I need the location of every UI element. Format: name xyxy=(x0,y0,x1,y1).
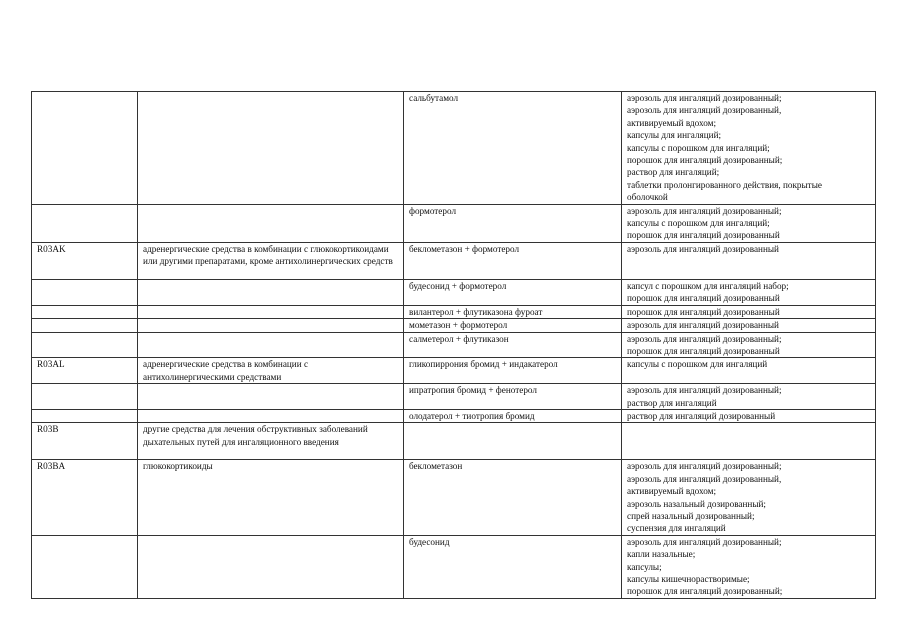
dosage-form-line: аэрозоль для ингаляций дозированный; xyxy=(627,536,782,547)
drug-name-cell: будесонид + формотерол xyxy=(404,279,622,305)
dosage-form-line: спрей назальный дозированный; xyxy=(627,510,755,521)
drug-name-cell xyxy=(404,423,622,460)
dosage-form-line: суспензия для ингаляций xyxy=(627,523,726,534)
table-row xyxy=(32,92,876,205)
dosage-form-line: таблетки пролонгированного действия, покрытые xyxy=(627,179,822,190)
atc-code-cell xyxy=(32,279,138,305)
dosage-forms-cell xyxy=(622,242,876,279)
pharmacological-group-cell: адренергические средства в комбинации с глюкокортикоидами или другими препаратами, кроме антихолинергических средств xyxy=(138,242,404,279)
dosage-form-line: активируемый вдохом; xyxy=(627,117,717,128)
dosage-form-line: аэрозоль для ингаляций дозированный xyxy=(627,320,779,331)
table-row xyxy=(32,332,876,358)
atc-code-cell: R03B xyxy=(32,423,138,460)
pharmacological-group-cell xyxy=(138,92,404,205)
table-row xyxy=(32,279,876,305)
dosage-forms-cell xyxy=(622,460,876,535)
table-row xyxy=(32,535,876,598)
table-body xyxy=(32,92,876,599)
table-row xyxy=(32,204,876,242)
pharmacological-group-cell xyxy=(138,384,404,410)
drug-name-cell: беклометазон xyxy=(404,460,622,535)
pharmacological-group-cell xyxy=(138,535,404,598)
drug-name-cell: формотерол xyxy=(404,204,622,242)
atc-code-cell xyxy=(32,319,138,332)
dosage-form-line: аэрозоль для ингаляций дозированный; xyxy=(627,93,782,103)
atc-code-cell xyxy=(32,535,138,598)
dosage-forms-cell xyxy=(622,384,876,410)
dosage-form-line: аэрозоль для ингаляций дозированный; xyxy=(627,385,782,396)
table-row xyxy=(32,423,876,460)
atc-code-cell xyxy=(32,204,138,242)
drug-name-cell: сальбутамол xyxy=(404,92,622,205)
dosage-form-line: капсулы с порошком для ингаляций xyxy=(627,359,768,370)
atc-code-cell: R03AL xyxy=(32,358,138,384)
dosage-form-line: аэрозоль для ингаляций дозированный, xyxy=(627,105,782,116)
dosage-form-line: порошок для ингаляций дозированный xyxy=(627,345,780,356)
dosage-form-line: капсулы; xyxy=(627,561,662,572)
dosage-form-line: аэрозоль для ингаляций дозированный; xyxy=(627,333,782,344)
atc-code-cell xyxy=(32,305,138,318)
dosage-form-line: раствор для ингаляций дозированный xyxy=(627,410,776,421)
atc-code-cell xyxy=(32,409,138,422)
table-row xyxy=(32,460,876,535)
drug-name-cell: беклометазон + формотерол xyxy=(404,242,622,279)
drug-classification-table xyxy=(31,91,876,599)
atc-code-cell xyxy=(32,332,138,358)
table-row xyxy=(32,409,876,422)
table-row xyxy=(32,358,876,384)
dosage-forms-cell xyxy=(622,423,876,460)
dosage-form-line: капли назальные; xyxy=(627,549,696,560)
dosage-form-line: капсулы с порошком для ингаляций; xyxy=(627,218,770,229)
pharmacological-group-cell xyxy=(138,319,404,332)
pharmacological-group-cell xyxy=(138,409,404,422)
atc-code-cell xyxy=(32,92,138,205)
drug-name-cell: мометазон + формотерол xyxy=(404,319,622,332)
dosage-form-line: аэрозоль для ингаляций дозированный xyxy=(627,243,779,254)
dosage-forms-cell xyxy=(622,279,876,305)
drug-name-cell: олодатерол + тиотропия бромид xyxy=(404,409,622,422)
dosage-forms-cell xyxy=(622,358,876,384)
dosage-forms-cell xyxy=(622,332,876,358)
dosage-form-line: оболочкой xyxy=(627,192,668,203)
table-row xyxy=(32,384,876,410)
dosage-form-line: аэрозоль для ингаляций дозированный; xyxy=(627,461,782,472)
dosage-form-line: порошок для ингаляций дозированный; xyxy=(627,586,783,597)
table-row xyxy=(32,242,876,279)
dosage-form-line: капсул с порошком для ингаляций набор; xyxy=(627,280,789,291)
dosage-forms-cell xyxy=(622,305,876,318)
dosage-form-line: аэрозоль для ингаляций дозированный; xyxy=(627,205,782,216)
dosage-form-line: активируемый вдохом; xyxy=(627,486,717,497)
dosage-form-line: порошок для ингаляций дозированный; xyxy=(627,155,783,166)
pharmacological-group-cell xyxy=(138,332,404,358)
dosage-form-line: порошок для ингаляций дозированный xyxy=(627,230,780,241)
dosage-forms-cell xyxy=(622,409,876,422)
pharmacological-group-cell: глюкокортикоиды xyxy=(138,460,404,535)
drug-name-cell: гликопиррония бромид + индакатерол xyxy=(404,358,622,384)
dosage-form-line: раствор для ингаляций; xyxy=(627,167,720,178)
drug-name-cell: ипратропия бромид + фенотерол xyxy=(404,384,622,410)
dosage-form-line: капсулы с порошком для ингаляций; xyxy=(627,142,770,153)
drug-name-cell: вилантерол + флутиказона фуроат xyxy=(404,305,622,318)
dosage-forms-cell xyxy=(622,535,876,598)
table-row xyxy=(32,319,876,332)
dosage-form-line: порошок для ингаляций дозированный xyxy=(627,293,780,304)
dosage-forms-cell xyxy=(622,92,876,205)
atc-code-cell: R03BA xyxy=(32,460,138,535)
pharmacological-group-cell xyxy=(138,204,404,242)
pharmacological-group-cell: другие средства для лечения обструктивных заболеваний дыхательных путей для ингаляционного введения xyxy=(138,423,404,460)
pharmacological-group-cell: адренергические средства в комбинации с антихолинергическими средствами xyxy=(138,358,404,384)
dosage-form-line: аэрозоль для ингаляций дозированный, xyxy=(627,473,782,484)
dosage-form-line: порошок для ингаляций дозированный xyxy=(627,306,780,317)
pharmacological-group-cell xyxy=(138,305,404,318)
atc-code-cell xyxy=(32,384,138,410)
atc-code-cell: R03AK xyxy=(32,242,138,279)
dosage-forms-cell xyxy=(622,204,876,242)
dosage-forms-cell xyxy=(622,319,876,332)
table-row xyxy=(32,305,876,318)
drug-name-cell: будесонид xyxy=(404,535,622,598)
dosage-form-line: капсулы кишечнорастворимые; xyxy=(627,574,750,584)
drug-name-cell: салметерол + флутиказон xyxy=(404,332,622,358)
pharmacological-group-cell xyxy=(138,279,404,305)
dosage-form-line: раствор для ингаляций xyxy=(627,397,717,408)
dosage-form-line: аэрозоль назальный дозированный; xyxy=(627,498,766,509)
dosage-form-line: капсулы для ингаляций; xyxy=(627,130,722,141)
